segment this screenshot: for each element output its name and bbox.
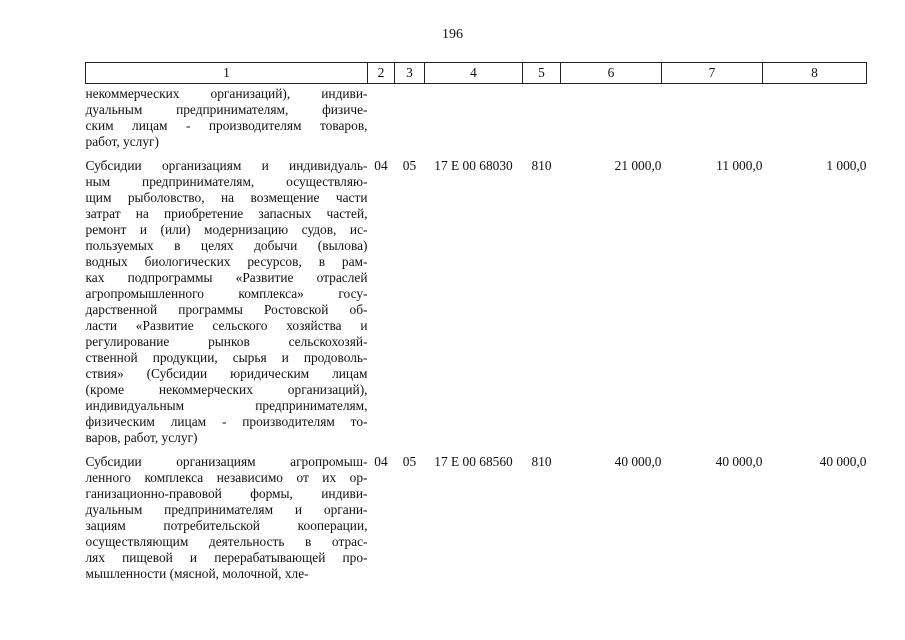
header-col-8: 8 <box>763 63 867 84</box>
cell-amount-6: 21 000,0 <box>614 158 662 173</box>
description-line: водных биологических ресурсов, в рам- <box>85 254 368 269</box>
header-row <box>86 63 867 84</box>
cell-expense-type: 810 <box>531 158 552 173</box>
cell-expense-type: 810 <box>531 454 552 469</box>
cell-target-article: 17 Е 00 68560 <box>434 454 513 469</box>
description-line: ским лицам - производителям товаров, <box>85 118 368 133</box>
description-line: ках подпрограммы «Развитие отраслей <box>85 270 368 285</box>
description-line: лях пищевой и перерабатывающей про- <box>85 550 368 565</box>
description-line: регулирование рынков сельскохозяй- <box>85 334 368 349</box>
cell-section: 04 <box>374 158 388 173</box>
description-line: индивидуальным предпринимателям, <box>85 398 368 413</box>
description-line: физическим лицам - производителям то- <box>85 414 368 429</box>
description-line: (кроме некоммерческих организаций), <box>85 382 368 397</box>
description-line: некоммерческих организаций), индиви- <box>85 86 368 101</box>
budget-table <box>85 62 867 582</box>
header-col-2: 2 <box>368 63 395 84</box>
description-line: ственной продукции, сырья и продоволь- <box>85 350 368 365</box>
description-line: ленного комплекса независимо от их ор- <box>85 470 368 485</box>
cell-section <box>368 84 395 159</box>
description-line: ганизационно-правовой формы, индиви- <box>85 486 368 501</box>
row-description <box>86 158 368 454</box>
table-row <box>86 454 867 582</box>
header-col-7: 7 <box>662 63 763 84</box>
cell-amount-7 <box>662 84 763 159</box>
cell-amount-8 <box>763 84 867 159</box>
header-col-1: 1 <box>86 63 368 84</box>
cell-target-article: 17 Е 00 68030 <box>434 158 513 173</box>
cell-section: 04 <box>374 454 388 469</box>
description-line: работ, услуг) <box>85 134 159 149</box>
row-description <box>86 454 368 582</box>
cell-amount-8: 40 000,0 <box>819 454 867 469</box>
description-line: агропромышленного комплекса» госу- <box>85 286 368 301</box>
table-row <box>86 84 867 159</box>
description-line: мышленности (мясной, молочной, хле- <box>85 566 309 581</box>
cell-subsection <box>395 84 425 159</box>
header-col-3: 3 <box>395 63 425 84</box>
row-description <box>86 84 368 159</box>
description-line: осуществляющим деятельность в отрас- <box>85 534 368 549</box>
description-line: ным предпринимателям, осуществляю- <box>85 174 368 189</box>
description-line: ремонт и (или) модернизацию судов, ис- <box>85 222 368 237</box>
description-line: зациям потребительской кооперации, <box>85 518 368 533</box>
description-line: варов, работ, услуг) <box>85 430 198 445</box>
cell-amount-7: 40 000,0 <box>715 454 763 469</box>
cell-target-article <box>425 84 523 159</box>
cell-subsection: 05 <box>402 158 417 173</box>
description-line: пользуемых в целях добычи (вылова) <box>85 238 368 253</box>
table-row <box>86 158 867 454</box>
cell-amount-6 <box>561 84 662 159</box>
cell-expense-type <box>523 84 561 159</box>
cell-amount-6: 40 000,0 <box>614 454 662 469</box>
page-number: 196 <box>442 27 463 42</box>
cell-amount-8: 1 000,0 <box>826 158 867 173</box>
header-col-4: 4 <box>425 63 523 84</box>
cell-amount-7: 11 000,0 <box>716 158 763 173</box>
cell-subsection: 05 <box>402 454 417 469</box>
description-line: затрат на приобретение запасных частей, <box>85 206 368 221</box>
description-line: дуальным предпринимателям и органи- <box>85 502 368 517</box>
header-col-5: 5 <box>523 63 561 84</box>
description-line: дуальным предпринимателям, физиче- <box>85 102 368 117</box>
table-header <box>86 63 867 84</box>
description-line: ласти «Развитие сельского хозяйства и <box>85 318 368 333</box>
description-line: щим рыболовство, на возмещение части <box>85 190 368 205</box>
description-line: дарственной программы Ростовской об- <box>85 302 368 317</box>
header-col-6: 6 <box>561 63 662 84</box>
description-line: Субсидии организациям агропромыш- <box>85 454 368 469</box>
description-line: Субсидии организациям и индивидуаль- <box>85 158 368 173</box>
description-line: ствия» (Субсидии юридическим лицам <box>85 366 368 381</box>
